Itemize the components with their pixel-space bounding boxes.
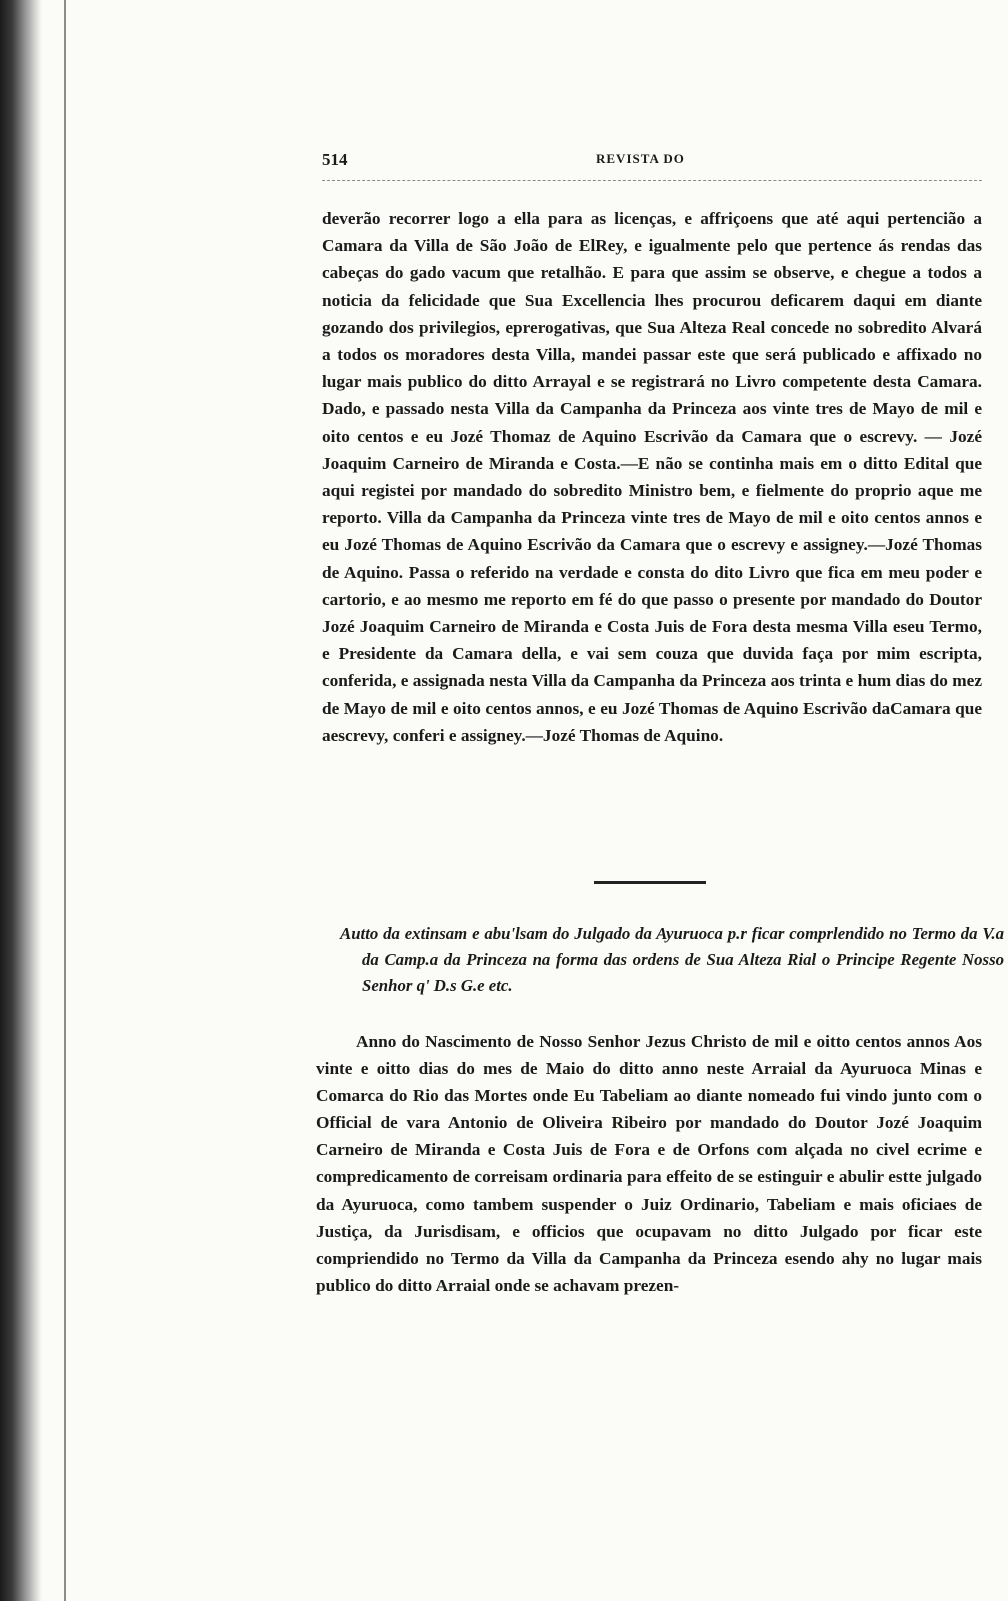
section-divider: [594, 881, 706, 884]
binding-gutter: [0, 0, 42, 1601]
gutter-shadow-line: [64, 0, 66, 1601]
body-paragraph: deverão recorrer logo a ella para as licenças, e affriçoens que até aqui pertencião a Camara da Villa de São João de ElRey, e igualmente pelo que pertence ás rendas das cabeças do gado vacum que retalhão. E para que assim se observe, e chegue a todos a noticia da felicidade que Sua Excellencia lhes procurou deficarem daqui em diante gozando dos privilegios, eprerogativas, que Sua Alteza Real concede no sobredito Alvará a todos os moradores desta Villa, mandei passar este que será publicado e affixado no lugar mais publico do ditto Arrayal e se registrará no Livro competente desta Camara. Dado, e passado nesta Villa da Campanha da Princeza aos vinte tres de Mayo de mil e oito centos e eu Jozé Thomaz de Aquino Escrivão da Camara que o escrevy. — Jozé Joaquim Carneiro de Miranda e Costa.—E não se continha mais em o ditto Edital que aqui registei por mandado do sobredito Ministro bem, e fielmente do proprio aque me reporto. Villa da Campanha da Princeza vinte tres de Mayo de mil e oito centos annos e eu Jozé Thomas de Aquino Escrivão da Camara que o escrevy e assigney.—Jozé Thomas de Aquino. Passa o referido na verdade e consta do dito Livro que fica em meu poder e cartorio, e ao mesmo me reporto em fé do que passo o presente por mandado do Doutor Jozé Joaquim Carneiro de Miranda e Costa Juis de Fora desta mesma Villa eseu Termo, e Presidente da Camara della, e vai sem couza que duvida faça por mim escripta, conferida, e assignada nesta Villa da Campanha da Princeza aos trinta e hum dias do mez de Mayo de mil e oito centos annos, e eu Jozé Thomas de Aquino Escrivão daCamara que aescrevy, conferi e assigney.—Jozé Thomas de Aquino.: [322, 209, 982, 745]
running-head: REVISTA DO: [596, 151, 685, 166]
section-title: Autto da extinsam e abu'lsam do Julgado da Ayuruoca p.r ficar comprlendido no Termo da V.a da Camp.a da Princeza na forma das ordens de Sua Alteza Rial o Principe Regente Nosso Senhor q' D.s G.e etc.: [340, 924, 1004, 995]
page-header: [322, 150, 982, 174]
header-rule: [322, 180, 982, 181]
section-paragraph: Anno do Nascimento de Nosso Senhor Jezus Christo de mil e oitto centos annos Aos vinte e oitto dias do mes de Maio do ditto anno neste Arraial da Ayuruoca Minas e Comarca do Rio das Mortes onde Eu Tabeliam ao diante nomeado fui vindo junto com o Official de vara Antonio de Oliveira Ribeiro por mandado do Doutor Jozé Joaquim Carneiro de Miranda e Costa Juis de Fora e de Orfons com alçada no civel ecrime e compredicamento de correisam ordinaria para effeito de se estinguir e abulir estte julgado da Ayuruoca, como tambem suspender o Juiz Ordinario, Tabeliam e mais oficiaes de Justiça, da Jurisdisam, e officios que ocupavam no ditto Julgado por ficar este compriendido no Termo da Villa da Campanha da Princeza esendo ahy no lugar mais publico do ditto Arraial onde se achavam prezen-: [316, 1032, 982, 1295]
page-number: 514: [322, 150, 348, 169]
